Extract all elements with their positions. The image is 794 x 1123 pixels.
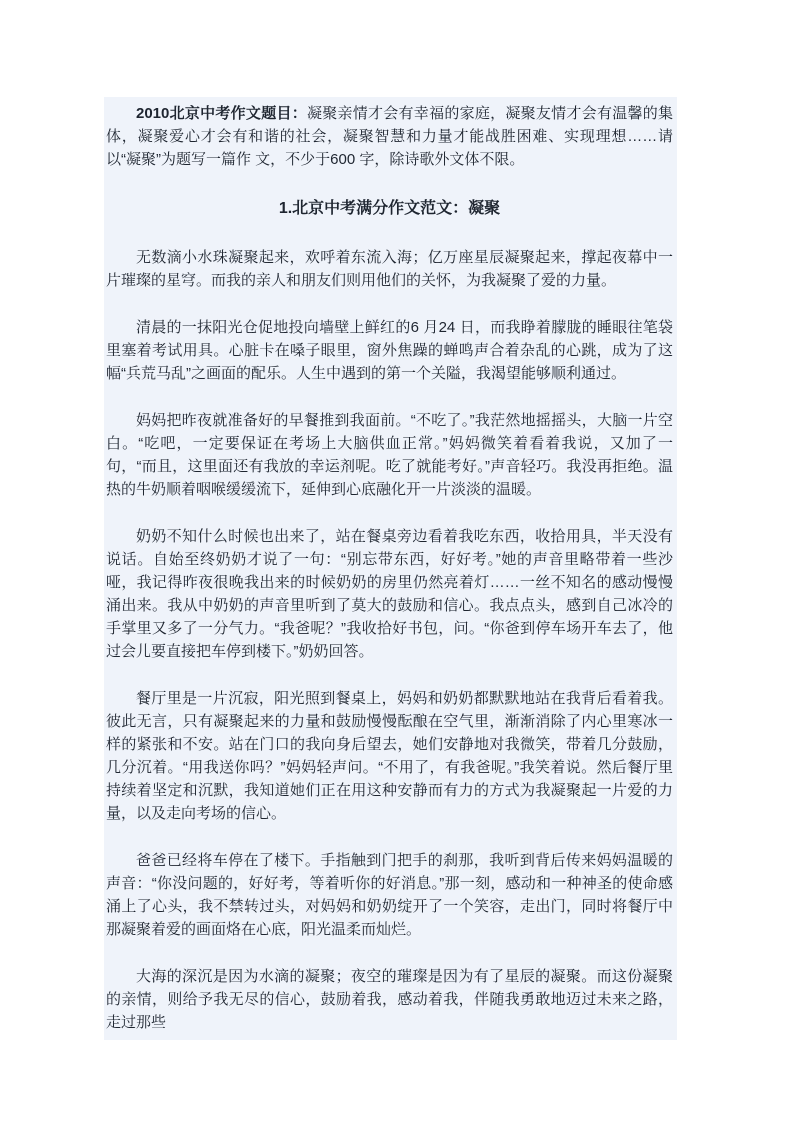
essay-paragraph-1: 无数滴小水珠凝聚起来，欢呼着东流入海；亿万座星辰凝聚起来，撑起夜幕中一片璀璨的星穹。而我的亲人和朋友们则用他们的关怀，为我凝聚了爱的力量。 [106, 249, 673, 289]
essay-paragraph-4: 奶奶不知什么时候也出来了，站在餐桌旁边看着我吃东西，收拾用具，半天没有说话。自始至终奶奶才说了一句：“别忘带东西，好好考。”她的声音里略带着一些沙哑，我记得昨夜很晚我出来的时候奶奶的房里仍然亮着灯……一丝不知名的感动慢慢涌出来。我从中奶奶的声音里听到了莫大的鼓励和信心。我点点头，感到自己冰冷的手掌里又多了一分气力。“我爸呢？”我收拾好书包，问。“你爸到停车场开车去了，他过会儿要直接把车停到楼下。”奶奶回答。 [106, 528, 673, 660]
essay-paragraph-5: 餐厅里是一片沉寂，阳光照到餐桌上，妈妈和奶奶都默默地站在我背后看着我。彼此无言，只有凝聚起来的力量和鼓励慢慢酝酿在空气里，渐渐消除了内心里寒冰一样的紧张和不安。站在门口的我向身后望去，她们安静地对我微笑，带着几分鼓励，几分沉着。“用我送你吗？”妈妈轻声问。“不用了，有我爸呢。”我笑着说。然后餐厅里持续着坚定和沉默，我知道她们正在用这种安静而有力的方式为我凝聚起一片爱的力量，以及走向考场的信心。 [106, 690, 673, 822]
topic-text: 凝聚亲情才会有幸福的家庭，凝聚友情才会有温馨的集体，凝聚爱心才会有和谐的社会，凝聚智慧和力量才能战胜困难、实现理想……请以“凝聚”为题写一篇作 文，不少于600 字，除诗歌外文体不限。 [106, 105, 673, 168]
essay-content [104, 97, 677, 1040]
essay-paragraph-2: 清晨的一抹阳光仓促地投向墙壁上鲜红的6 月24 日，而我睁着朦胧的睡眼往笔袋里塞着考试用具。心脏卡在嗓子眼里，窗外焦躁的蝉鸣声合着杂乱的心跳，成为了这幅“兵荒马乱”之画面的配乐。人生中遇到的第一个关隘，我渴望能够顺利通过。 [106, 319, 673, 382]
essay-heading: 1.北京中考满分作文范文：凝聚 [278, 200, 501, 217]
topic-label: 2010北京中考作文题目： [136, 105, 307, 122]
essay-paragraph-7: 大海的深沉是因为水滴的凝聚；夜空的璀璨是因为有了星辰的凝聚。而这份凝聚的亲情，则给予我无尽的信心，鼓励着我，感动着我，伴随我勇敢地迈过未来之路，走过那些 [106, 968, 673, 1031]
essay-paragraph-6: 爸爸已经将车停在了楼下。手指触到门把手的刹那，我听到背后传来妈妈温暖的声音：“你没问题的，好好考，等着听你的好消息。”那一刻，感动和一种神圣的使命感涌上了心头，我不禁转过头，对妈妈和奶奶绽开了一个笑容，走出门，同时将餐厅中那凝聚着爱的画面烙在心底，阳光温柔而灿烂。 [106, 852, 673, 938]
essay-paragraph-3: 妈妈把昨夜就准备好的早餐推到我面前。“不吃了。”我茫然地摇摇头，大脑一片空白。“吃吧，一定要保证在考场上大脑供血正常。”妈妈微笑着看着我说，又加了一句，“而且，这里面还有我放的幸运剂呢。吃了就能考好。”声音轻巧。我没再拒绝。温热的牛奶顺着咽喉缓缓流下，延伸到心底融化开一片淡淡的温暖。 [106, 412, 673, 498]
topic-paragraph [106, 102, 673, 171]
